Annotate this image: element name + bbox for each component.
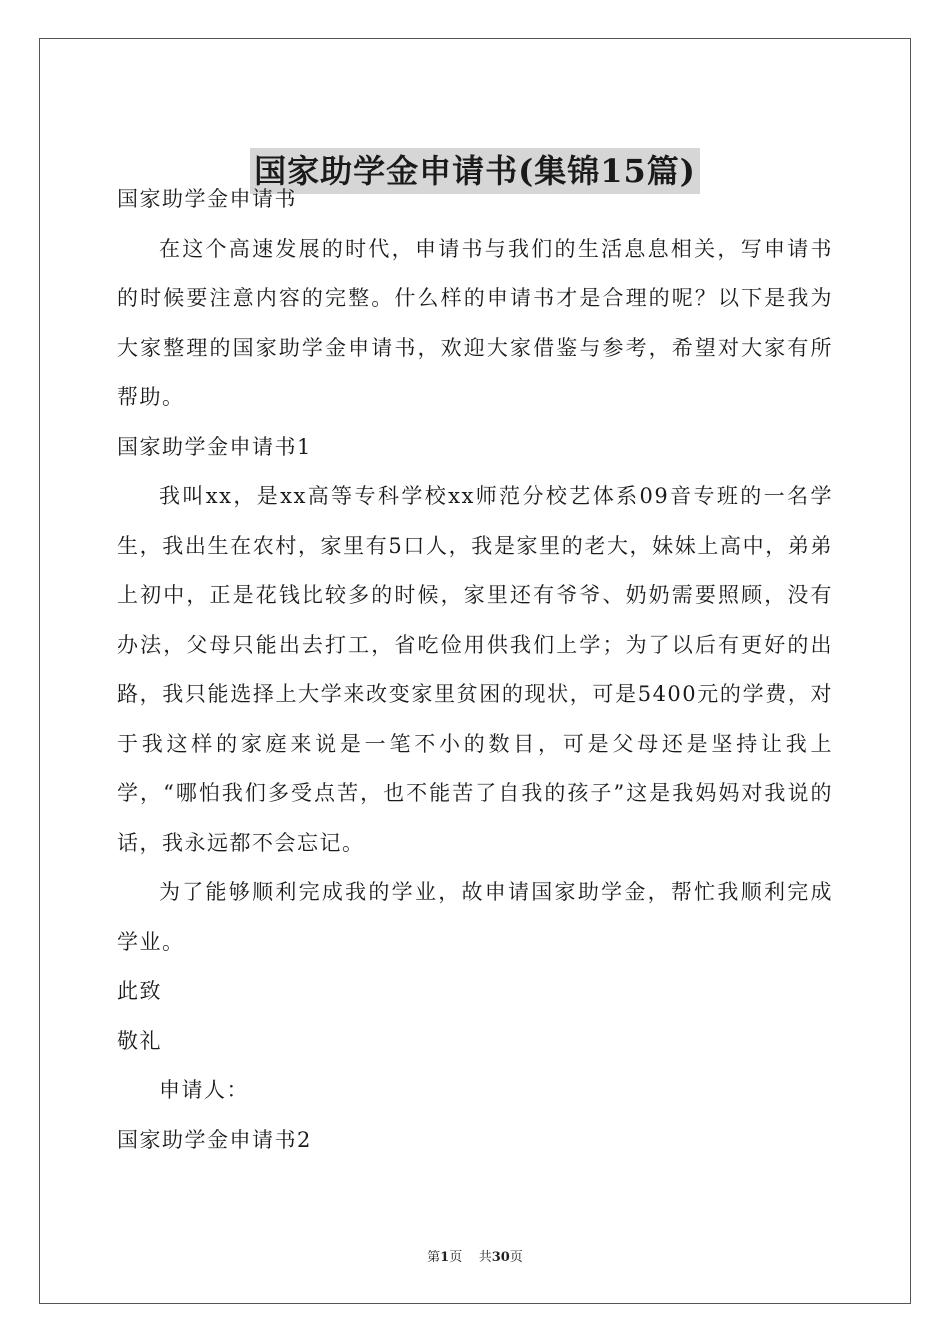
section-heading: 国家助学金申请书 (117, 187, 297, 211)
closing-line: 此致 (117, 979, 162, 1003)
total-suffix: 页 (509, 1250, 523, 1265)
body-paragraph: 为了能够顺利完成我的学业，故申请国家助学金，帮忙我顺利完成学业。 (117, 880, 833, 954)
body-paragraph: 我叫xx，是xx高等专科学校xx师范分校艺体系09音专班的一名学生，我出生在农村，家里有5口人，我是家里的老大，妹妹上高中，弟弟上初中，正是花钱比较多的时候，家里还有爷爷、奶奶需要照顾，没有办法，父母只能出去打工，省吃俭用供我们上学；为了以后有更好的出路，我只能选择上大学来改变家里贫困的现状，可是5400元的学费，对于我这样的家庭来说是一笔不小的数目，可是父母还是坚持让我上学，“哪怕我们多受点苦，也不能苦了自我的孩子”这是我妈妈对我说的话，我永远都不会忘记。 (117, 484, 833, 855)
page-number: 1 (440, 1250, 450, 1265)
document-title: 国家助学金申请书(集锦15篇) (250, 148, 700, 194)
total-prefix: 共 (478, 1250, 492, 1265)
applicant-line: 申请人： (159, 1078, 249, 1102)
page-footer (0, 1246, 950, 1265)
total-pages: 30 (491, 1250, 510, 1265)
document-body (117, 175, 833, 1165)
closing-line: 敬礼 (117, 1028, 162, 1053)
section-heading: 国家助学金申请书2 (117, 1127, 312, 1152)
section-heading: 国家助学金申请书1 (117, 434, 312, 459)
page-prefix: 第 (427, 1250, 441, 1265)
intro-paragraph: 在这个高速发展的时代，申请书与我们的生活息息相关，写申请书的时候要注意内容的完整。什么样的申请书才是合理的呢？以下是我为大家整理的国家助学金申请书，欢迎大家借鉴与参考，希望对大家有所帮助。 (117, 236, 833, 409)
page-suffix: 页 (449, 1250, 463, 1265)
